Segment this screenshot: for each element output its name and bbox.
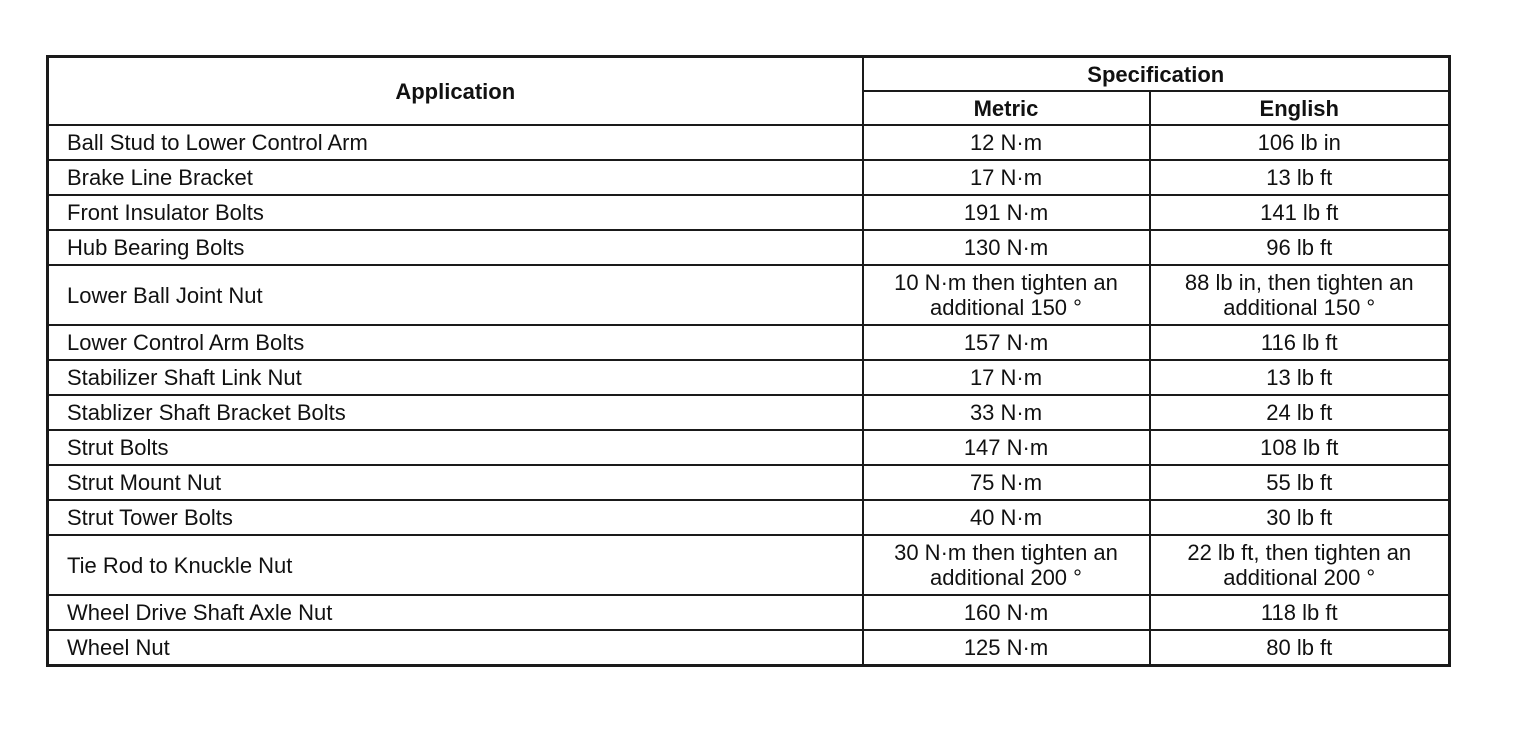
- metric-cell: 12 N·m: [863, 125, 1150, 160]
- table-row: [48, 325, 1450, 360]
- application-cell: Wheel Drive Shaft Axle Nut: [48, 595, 863, 630]
- torque-spec-table: [46, 55, 1451, 667]
- english-cell: 13 lb ft: [1150, 360, 1450, 395]
- header-row-top: [48, 57, 1450, 92]
- english-cell: 116 lb ft: [1150, 325, 1450, 360]
- english-cell: 80 lb ft: [1150, 630, 1450, 666]
- english-cell: 30 lb ft: [1150, 500, 1450, 535]
- application-cell: Lower Ball Joint Nut: [48, 265, 863, 325]
- application-cell: Strut Tower Bolts: [48, 500, 863, 535]
- application-cell: Front Insulator Bolts: [48, 195, 863, 230]
- header-metric: Metric: [863, 91, 1150, 125]
- english-cell: 96 lb ft: [1150, 230, 1450, 265]
- table-row: [48, 465, 1450, 500]
- application-cell: Stablizer Shaft Bracket Bolts: [48, 395, 863, 430]
- application-cell: Hub Bearing Bolts: [48, 230, 863, 265]
- metric-cell: 17 N·m: [863, 360, 1150, 395]
- table-row: [48, 630, 1450, 666]
- metric-cell: 160 N·m: [863, 595, 1150, 630]
- english-cell: 55 lb ft: [1150, 465, 1450, 500]
- english-cell: 108 lb ft: [1150, 430, 1450, 465]
- english-cell: 24 lb ft: [1150, 395, 1450, 430]
- application-cell: Tie Rod to Knuckle Nut: [48, 535, 863, 595]
- english-cell: 88 lb in, then tighten an additional 150 °: [1150, 265, 1450, 325]
- metric-cell: 10 N·m then tighten an additional 150 °: [863, 265, 1150, 325]
- table-row: [48, 500, 1450, 535]
- table-row: [48, 195, 1450, 230]
- header-specification: Specification: [863, 57, 1450, 92]
- table-row: [48, 395, 1450, 430]
- table-row: [48, 535, 1450, 595]
- metric-cell: 191 N·m: [863, 195, 1150, 230]
- application-cell: Lower Control Arm Bolts: [48, 325, 863, 360]
- metric-cell: 147 N·m: [863, 430, 1150, 465]
- application-cell: Strut Mount Nut: [48, 465, 863, 500]
- header-application: Application: [48, 57, 863, 126]
- english-cell: 22 lb ft, then tighten an additional 200 °: [1150, 535, 1450, 595]
- header-english: English: [1150, 91, 1450, 125]
- application-cell: Brake Line Bracket: [48, 160, 863, 195]
- metric-cell: 30 N·m then tighten an additional 200 °: [863, 535, 1150, 595]
- table-row: [48, 160, 1450, 195]
- table-row: [48, 595, 1450, 630]
- table-row: [48, 230, 1450, 265]
- table-row: [48, 125, 1450, 160]
- metric-cell: 33 N·m: [863, 395, 1150, 430]
- table-row: [48, 265, 1450, 325]
- english-cell: 118 lb ft: [1150, 595, 1450, 630]
- metric-cell: 17 N·m: [863, 160, 1150, 195]
- english-cell: 13 lb ft: [1150, 160, 1450, 195]
- metric-cell: 75 N·m: [863, 465, 1150, 500]
- metric-cell: 157 N·m: [863, 325, 1150, 360]
- metric-cell: 40 N·m: [863, 500, 1150, 535]
- application-cell: Strut Bolts: [48, 430, 863, 465]
- metric-cell: 125 N·m: [863, 630, 1150, 666]
- english-cell: 141 lb ft: [1150, 195, 1450, 230]
- table-row: [48, 430, 1450, 465]
- metric-cell: 130 N·m: [863, 230, 1150, 265]
- application-cell: Stabilizer Shaft Link Nut: [48, 360, 863, 395]
- english-cell: 106 lb in: [1150, 125, 1450, 160]
- table-row: [48, 360, 1450, 395]
- application-cell: Wheel Nut: [48, 630, 863, 666]
- application-cell: Ball Stud to Lower Control Arm: [48, 125, 863, 160]
